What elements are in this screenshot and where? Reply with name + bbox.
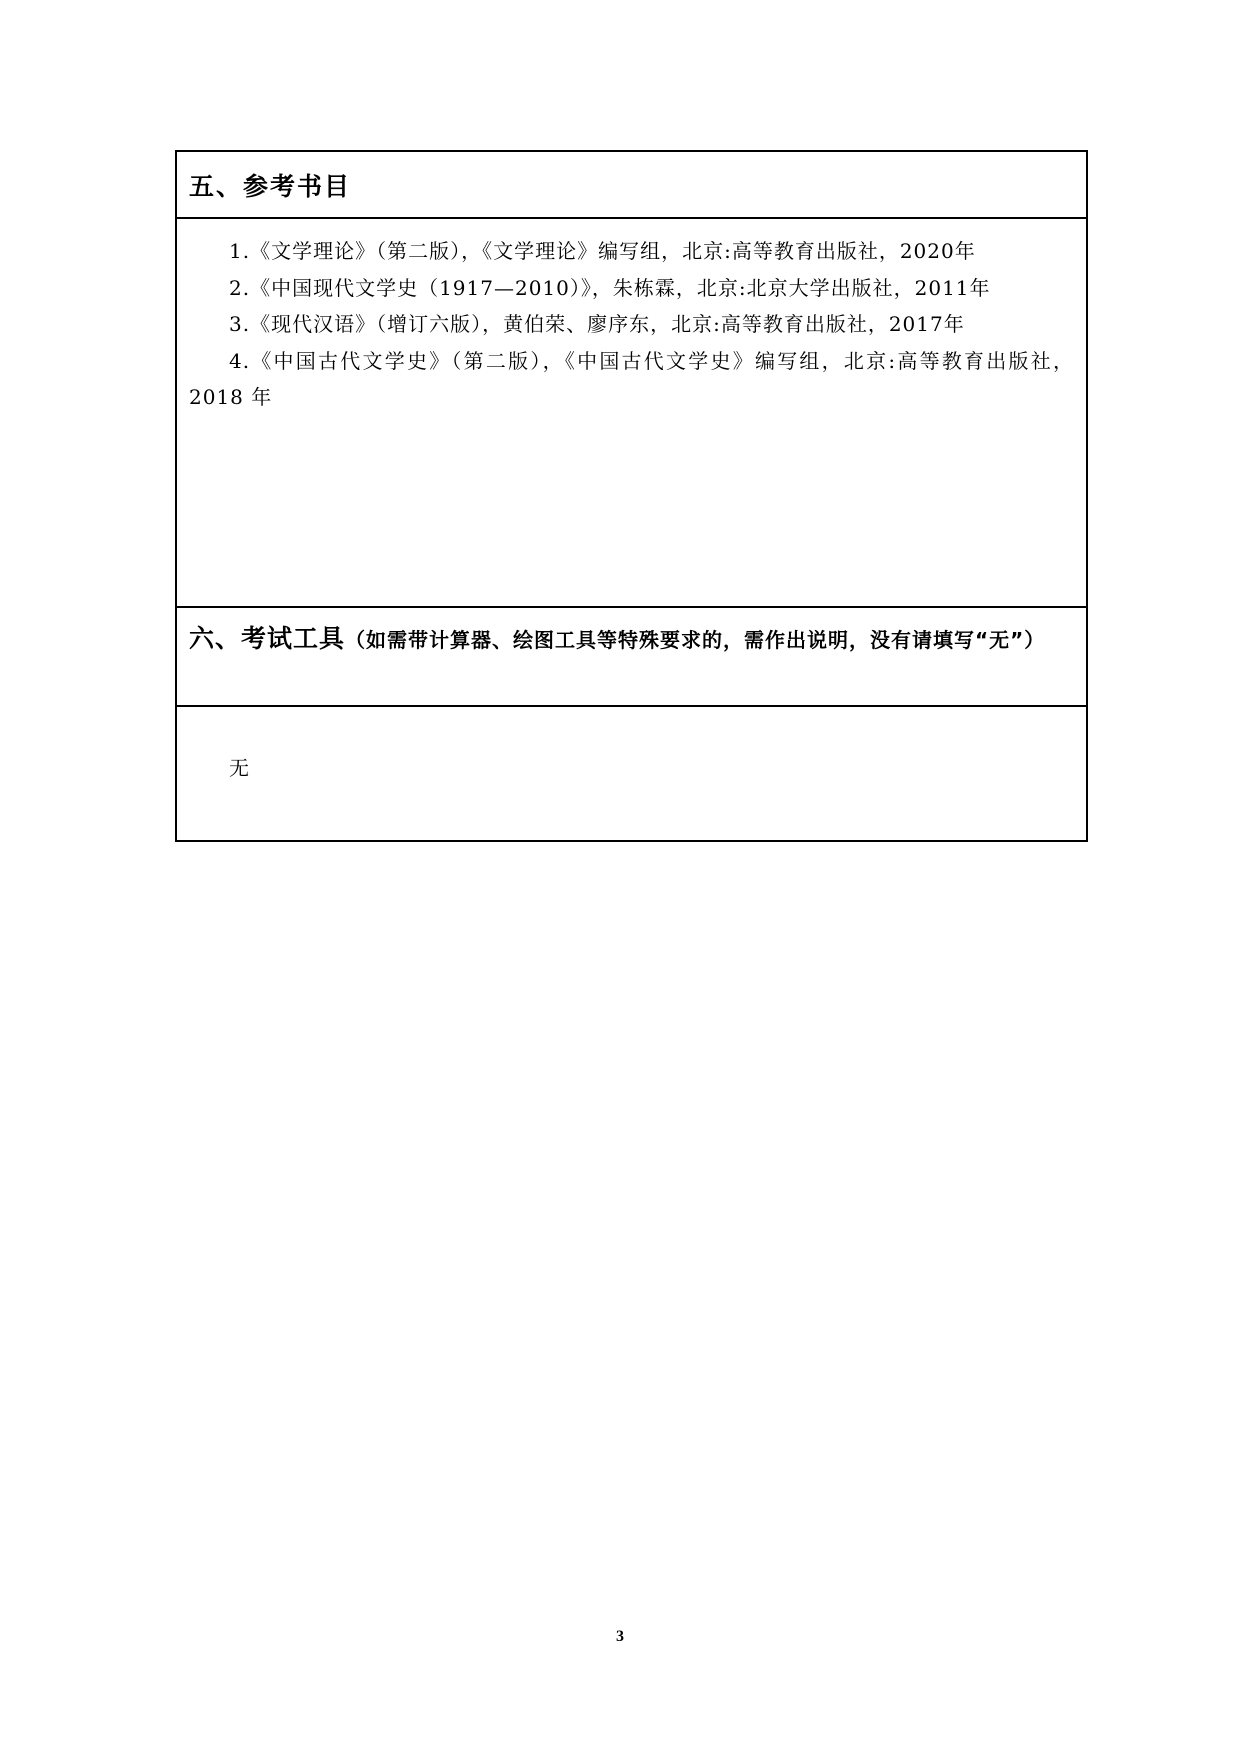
section6-note: （如需带计算器、绘图工具等特殊要求的，需作出说明，没有请填写“无”） <box>345 628 1046 652</box>
section6-title: 六、考试工具 <box>189 624 346 653</box>
section6-header <box>177 608 1086 707</box>
reference-item: 2.《中国现代文学史（1917—2010）》，朱栋霖，北京:北京大学出版社，2011年 <box>229 275 991 300</box>
exam-info-table <box>175 150 1088 842</box>
section5-reference-list <box>177 219 1086 608</box>
section5-header <box>177 152 1086 219</box>
page-number: 3 <box>616 1628 624 1645</box>
section5-title: 五、参考书目 <box>189 171 352 201</box>
section6-answer-cell <box>177 707 1086 840</box>
reference-item: 3.《现代汉语》（增订六版），黄伯荣、廖序东，北京:高等教育出版社，2017年 <box>229 312 965 336</box>
reference-item: 4.《中国古代文学史》（第二版），《中国古代文学史》编写组，北京:高等教育出版社，2018 年 <box>189 348 1074 409</box>
section6-answer: 无 <box>229 756 249 780</box>
reference-item: 1.《文学理论》（第二版），《文学理论》编写组，北京:高等教育出版社，2020年 <box>229 239 976 263</box>
